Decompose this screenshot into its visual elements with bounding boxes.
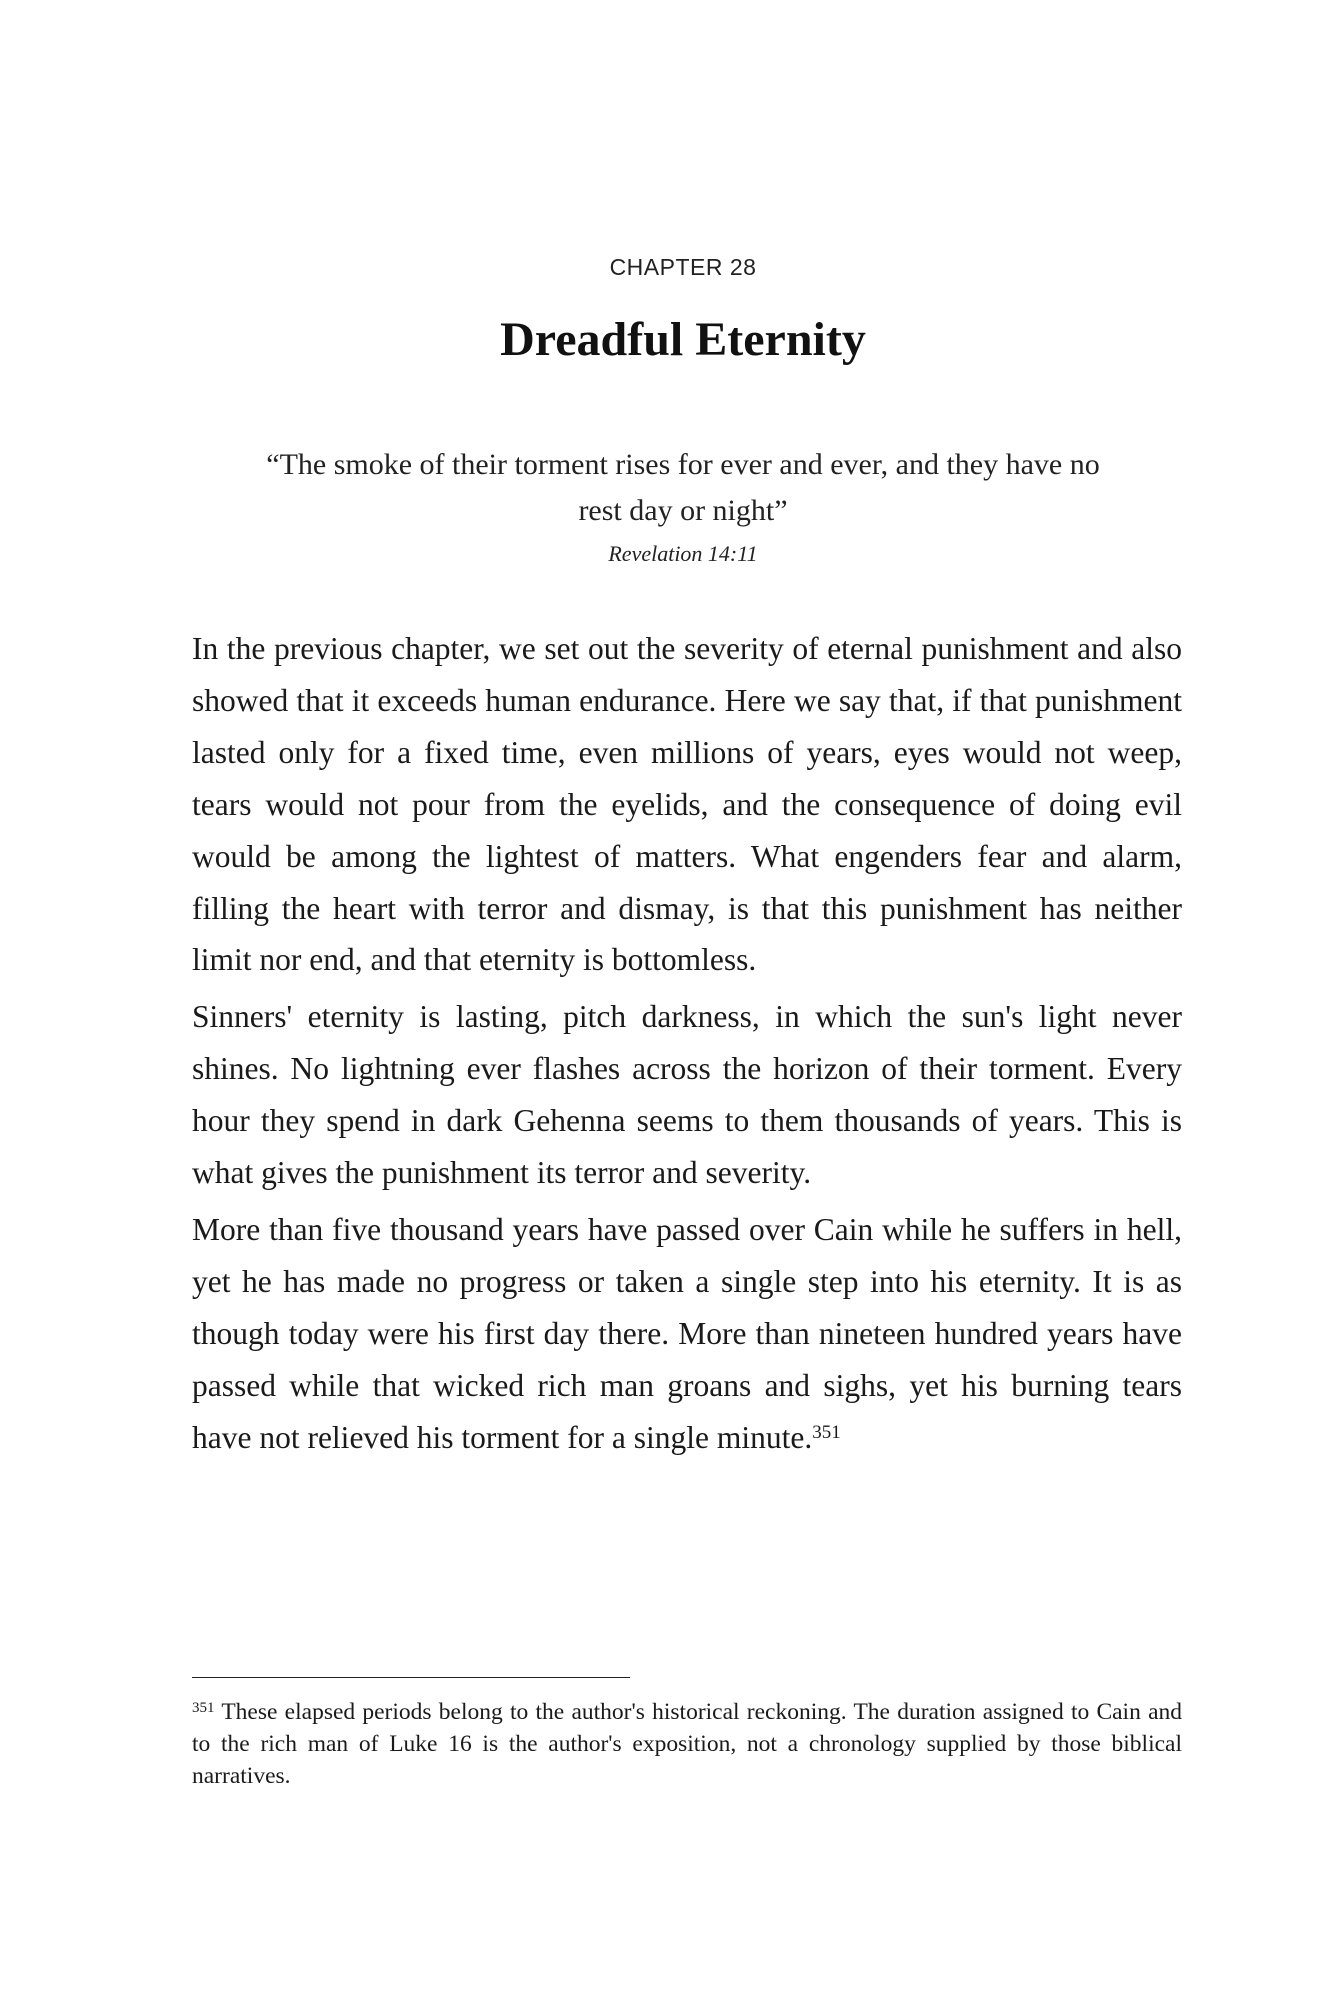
footnote-text: These elapsed periods belong to the author's historical reckoning. The duration assigned to Cain and to the rich man of Luke 16 is the author's exposition, not a chronology supplied by those biblical narratives. <box>192 1699 1183 1789</box>
epigraph-quote: “The smoke of their torment rises for ever and ever, and they have no rest day or night” <box>266 448 1100 527</box>
epigraph-reference: Revelation 14:11 <box>608 541 758 566</box>
body-text <box>192 623 1182 1469</box>
footnote <box>192 1696 1182 1792</box>
paragraph-3-text: More than five thousand years have passed over Cain while he suffers in hell, yet he has made no progress or taken a single step into his eternity. It is as though today were his first day there. More than nineteen hundred years have passed while that wicked rich man groans and sighs, yet his burning tears have not relieved his torment for a single minute. <box>192 1211 1182 1455</box>
paragraph-2: Sinners' eternity is lasting, pitch darkness, in which the sun's light never shines. No lightning ever flashes across the horizon of their torment. Every hour they spend in dark Gehenna seems to them thousands of years. This is what gives the punishment its terror and severity. <box>192 999 1182 1191</box>
footnote-number: 351 <box>192 1700 215 1716</box>
chapter-title: Dreadful Eternity <box>500 313 866 366</box>
chapter-label: CHAPTER 28 <box>609 254 757 280</box>
paragraph-1: In the previous chapter, we set out the severity of eternal punishment and also showed that it exceeds human endurance. Here we say that, if that punishment lasted only for a fixed time, even millions of years, eyes would not weep, tears would not pour from the eyelids, and the consequence of doing evil would be among the lightest of matters. What engenders fear and alarm, filling the heart with terror and dismay, is that this punishment has neither limit nor end, and that eternity is bottomless. <box>192 631 1182 978</box>
footnote-divider <box>192 1677 630 1678</box>
paragraph-3 <box>192 1204 1182 1464</box>
footnote-reference[interactable]: 351 <box>812 1421 841 1443</box>
